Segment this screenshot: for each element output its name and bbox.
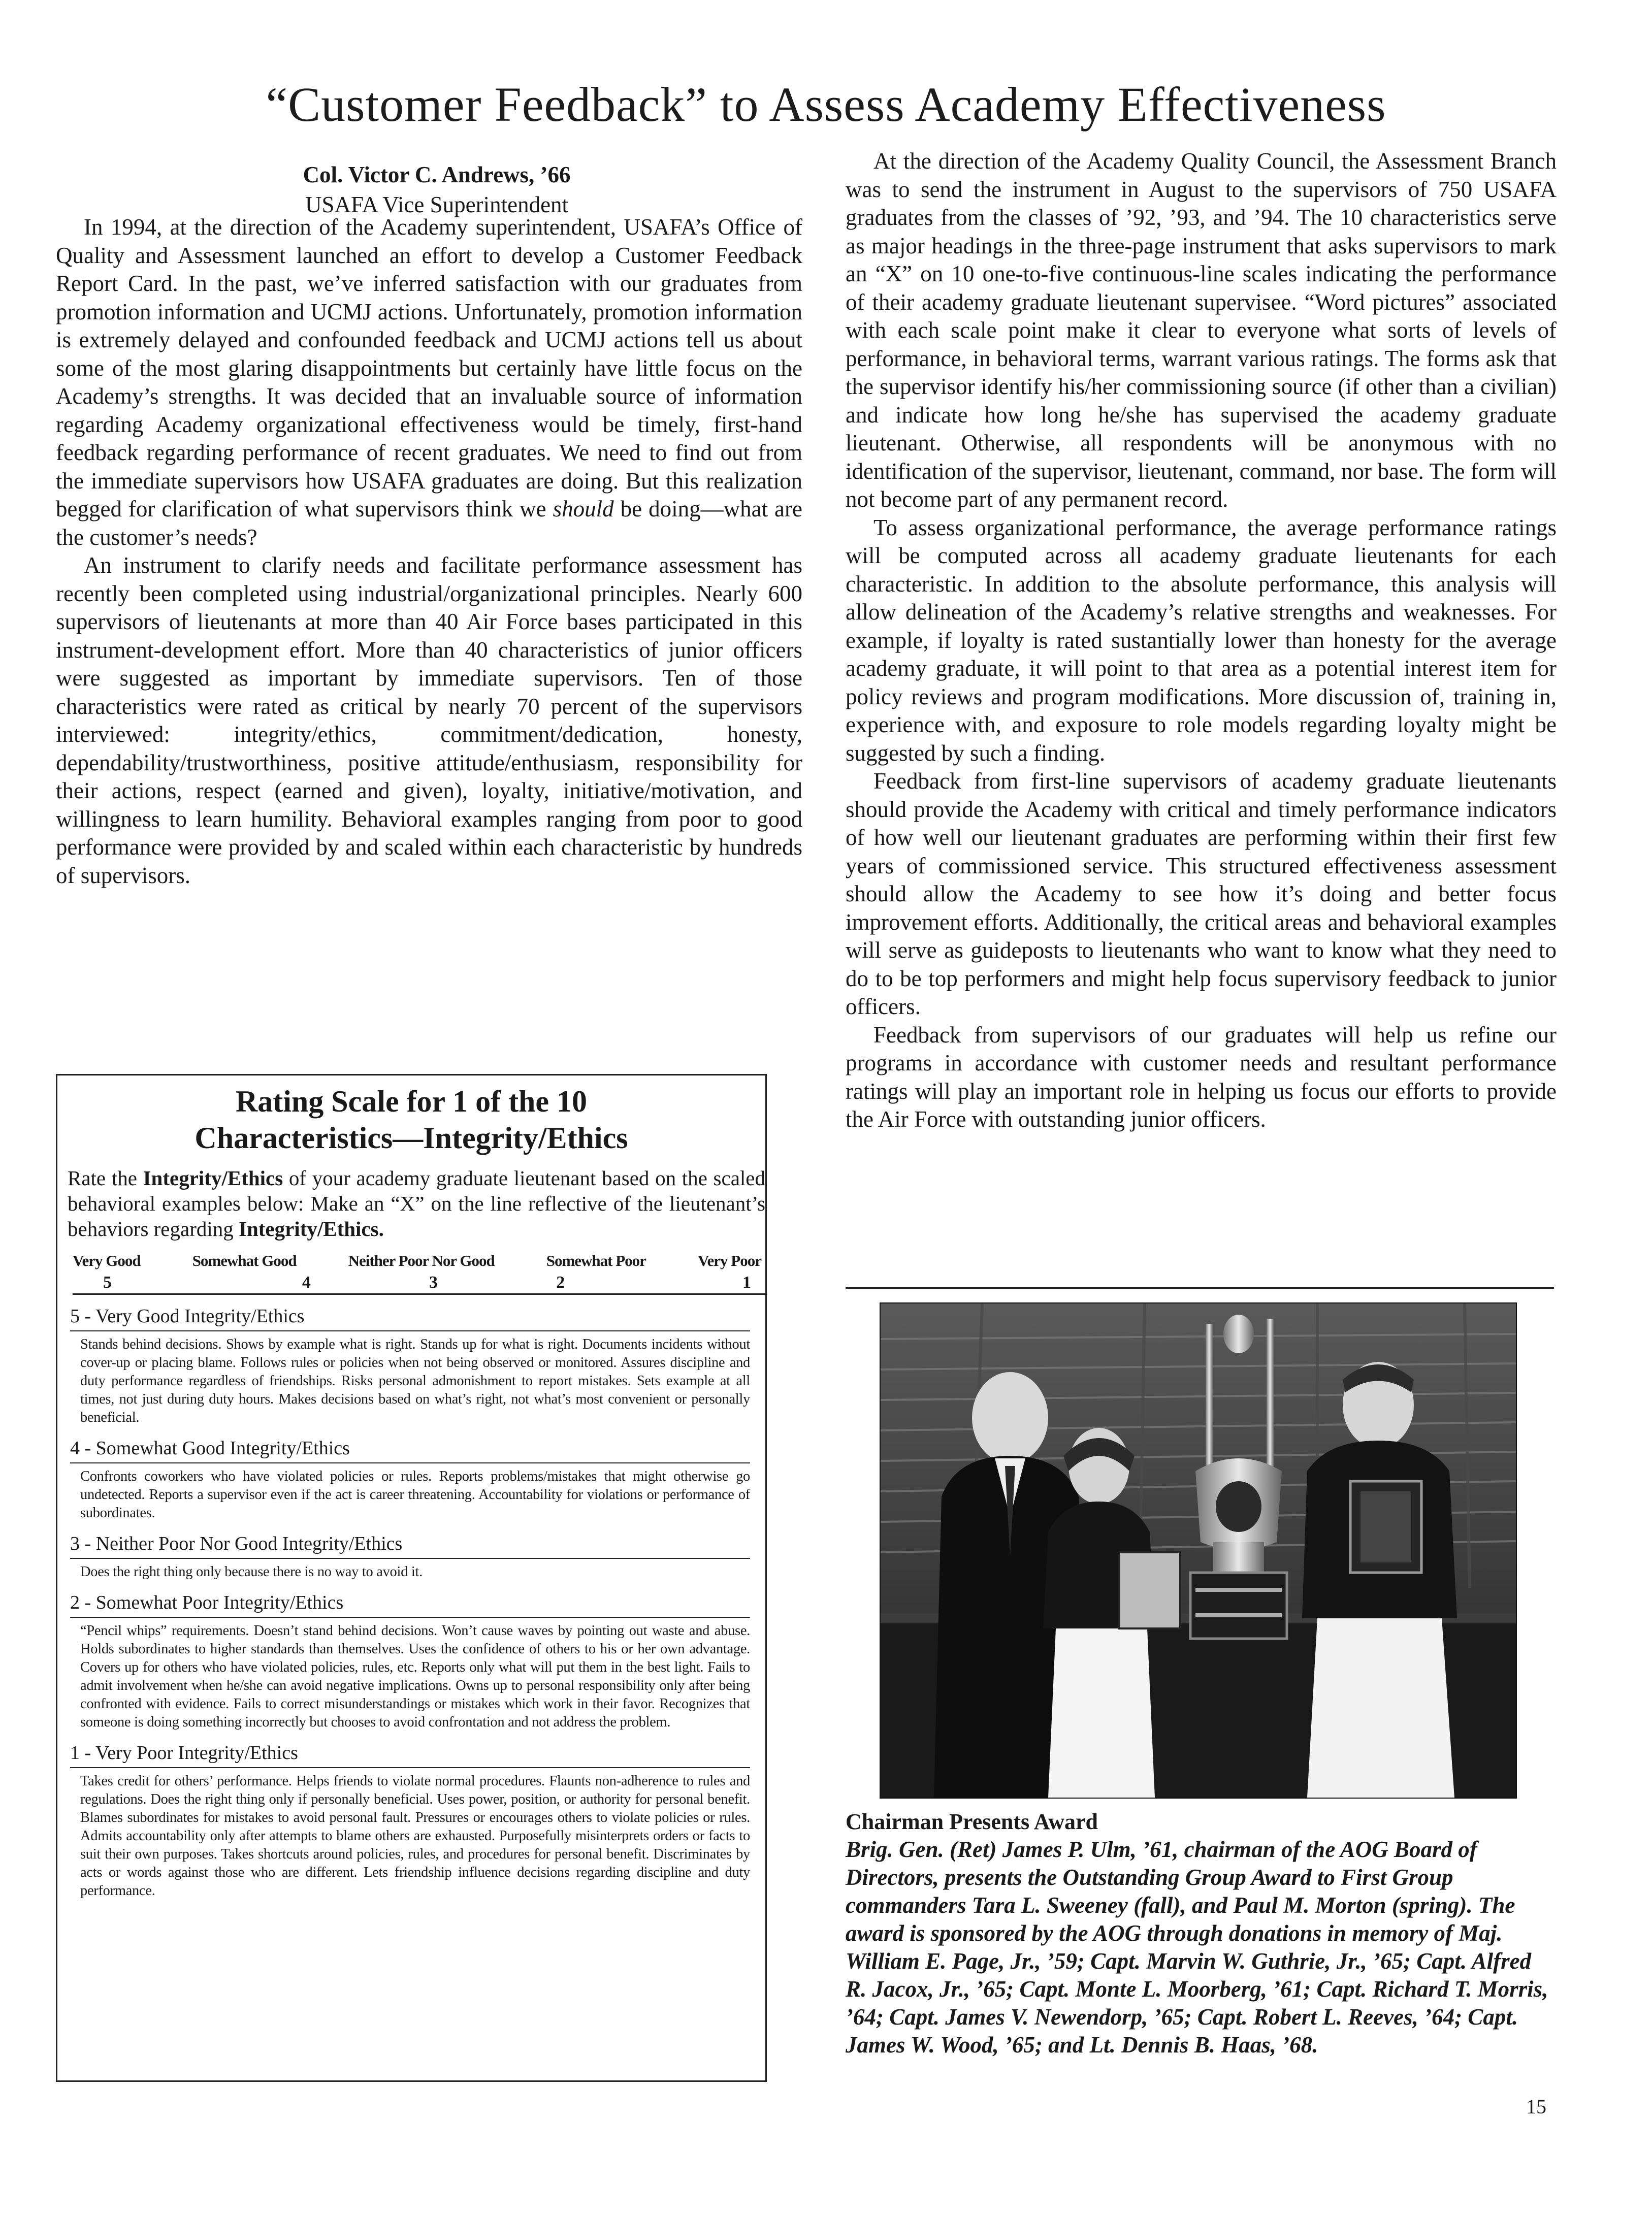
scale-number: 5: [103, 1273, 112, 1292]
scale-number: 3: [429, 1273, 438, 1292]
column-divider-rule: [846, 1287, 1554, 1289]
level-description: Stands behind decisions. Shows by example what is right. Stands up for what is right. Documents incidents without cover-up or placing blame. Follows rules or policies when not being observed or monitored. Assures discipline and duty performance regardless of friendships. Risks personal admonishment to report mistakes. Sets example at all times, not just during duty hours. Makes decisions based on what’s right, not what’s most convenient or personally beneficial.: [80, 1336, 750, 1425]
article-title: “Customer Feedback” to Assess Academy Effectiveness: [266, 77, 1386, 132]
rating-box-title: Rating Scale for 1 of the 10 Characteristics—Integrity/Ethics: [195, 1085, 628, 1155]
photo-caption: [846, 1808, 1554, 2059]
page-number: 15: [1526, 2095, 1546, 2118]
rating-level-5: [70, 1304, 750, 1427]
emphasis: should: [553, 496, 614, 521]
rating-scale-box: [56, 1074, 767, 2082]
level-heading: 4 - Somewhat Good Integrity/Ethics: [70, 1436, 750, 1463]
scale-label: Neither Poor Nor Good: [348, 1252, 495, 1269]
scale-label: Somewhat Poor: [546, 1252, 646, 1269]
right-column: [846, 147, 1557, 1134]
scale-number: 2: [556, 1273, 565, 1292]
body-paragraph: An instrument to clarify needs and facilitate performance assessment has recently been completed using industrial/organizational principles. Nearly 600 supervisors of lieutenants at more than 40 Air Force bases participated in this instrument-development effort. More than 40 characteristics of junior officers were suggested as important by immediate supervisors. Ten of those characteristics were rated as critical by nearly 70 percent of the supervisors interviewed: integrity/ethics, commitment/dedication, honesty, dependability/trustworthiness, positive attitude/enthusiasm, responsibility for their actions, respect (earned and given), loyalty, initiative/motivation, and willingness to learn humility. Behavioral examples ranging from poor to good performance were provided by and scaled within each characteristic by hundreds of supervisors.: [56, 552, 802, 888]
caption-text: Brig. Gen. (Ret) James P. Ulm, ’61, chairman of the AOG Board of Directors, presents the Outstanding Group Award to First Group commanders Tara L. Sweeney (fall), and Paul M. Morton (spring). The award is sponsored by the AOG through donations in memory of Maj. William E. Page, Jr., ’59; Capt. Marvin W. Guthrie, Jr., ’65; Capt. Alfred R. Jacox, Jr., ’65; Capt. Monte L. Moorberg, ’61; Capt. Richard T. Morris, ’64; Capt. James V. Newendorp, ’65; Capt. Robert L. Reeves, ’64; Capt. James W. Wood, ’65; and Lt. Dennis B. Haas, ’68.: [846, 1837, 1548, 2058]
body-paragraph: At the direction of the Academy Quality Council, the Assessment Branch was to send the instrument in August to the supervisors of 750 USAFA graduates from the classes of ’92, ’93, and ’94. The 10 characteristics serve as major headings in the three-page instrument that asks supervisors to mark an “X” on 10 one-to-five continuous-line scales indicating the performance of their academy graduate lieutenant supervisee. “Word pictures” associated with each scale point make it clear to everyone what sorts of levels of performance, in behavioral terms, warrant various ratings. The forms ask that the supervisor identify his/her commissioning source (if other than a civilian) and indicate how long he/she has supervised the academy graduate lieutenant. Otherwise, all respondents will be anonymous with no identification of the supervisor, lieutenant, command, nor base. The form will not become part of any permanent record.: [846, 148, 1557, 512]
author-name: Col. Victor C. Andrews, ’66: [303, 162, 571, 187]
rating-level-4: [70, 1436, 750, 1522]
level-description: Takes credit for others’ performance. Helps friends to violate normal procedures. Flaunts non-adherence to rules and regulations. Does the right thing only if personally beneficial. Uses power, position, or authority for personal benefit. Blames subordinates for mistakes to avoid personal fault. Pressures or encourages others to violate policies or rules. Admits accountability only after attempts to blame others are exhausted. Purposefully misinterprets orders or facts to suit their own purposes. Takes shortcuts around policies, rules, and procedures for personal benefit. Discriminates by acts or words against those who are different. Lets friendship influence decisions regarding discipline and duty performance.: [80, 1773, 750, 1899]
scale-number: 1: [742, 1273, 752, 1292]
scale-line[interactable]: [73, 1273, 765, 1295]
award-photo: [880, 1302, 1517, 1799]
level-heading: 2 - Somewhat Poor Integrity/Ethics: [70, 1590, 750, 1618]
level-heading: 1 - Very Poor Integrity/Ethics: [70, 1741, 750, 1768]
level-heading: 3 - Neither Poor Nor Good Integrity/Ethics: [70, 1531, 750, 1559]
body-paragraph: In 1994, at the direction of the Academy superintendent, USAFA’s Office of Quality and Assessment launched an effort to develop a Customer Feedback Report Card. In the past, we’ve inferred satisfaction with our graduates from promotion information and UCMJ actions. Unfortunately, promotion information is extremely delayed and confounded feedback and UCMJ actions tell us about some of the most glaring disappointments but certainly have little focus on the Academy’s strengths. It was decided that an invaluable source of information regarding Academy organizational effectiveness would be timely, first-hand feedback regarding performance of recent graduates. We need to find out from the immediate supervisors how USAFA graduates are doing. But this realization begged for clarification of what supervisors think we should be doing—what are the customer’s needs?: [56, 214, 802, 550]
caption-title: Chairman Presents Award: [846, 1809, 1098, 1834]
rating-level-3: [70, 1531, 750, 1581]
level-description: Confronts coworkers who have violated policies or rules. Reports problems/mistakes that might otherwise go undetected. Reports a supervisor even if the act is career threatening. Accountability for violations or performance of subordinates.: [80, 1469, 750, 1521]
level-heading: 5 - Very Good Integrity/Ethics: [70, 1304, 750, 1331]
rating-instructions: Rate the Integrity/Ethics of your academy graduate lieutenant based on the scaled behavioral examples below: Make an “X” on the line reflective of the lieutenant’s behaviors regarding Integrity/Ethics.: [68, 1166, 765, 1241]
rating-level-1: [70, 1741, 750, 1900]
byline: [56, 160, 818, 219]
scale-labels: [73, 1252, 765, 1270]
scale-label: Somewhat Good: [192, 1252, 297, 1269]
body-paragraph: To assess organizational performance, the average performance ratings will be computed across all academy graduate lieutenants for each characteristic. In addition to the absolute performance, this analysis will allow delineation of the Academy’s relative strengths and weaknesses. For example, if loyalty is rated sustantially lower than honesty for the average academy graduate, it will point to that area as a potential interest item for policy reviews and program modifications. More discussion of, training in, experience with, and exposure to role models regarding loyalty might be suggested by such a finding.: [846, 514, 1557, 766]
body-paragraph: Feedback from supervisors of our graduates will help us refine our programs in accordance with customer needs and resultant performance ratings will play an important role in helping us focus our efforts to provide the Air Force with outstanding junior officers.: [846, 1022, 1557, 1132]
scale-number: 4: [302, 1273, 311, 1292]
body-paragraph: Feedback from first-line supervisors of academy graduate lieutenants should provide the Academy with critical and timely performance indicators of how well our lieutenant graduates are performing within their first few years of commissioned service. This structured effectiveness assessment should allow the Academy to see how it’s doing and better focus improvement efforts. Additionally, the critical areas and behavioral examples will serve as guideposts to lieutenants who want to know what they need to do to be top performers and might help focus supervisory feedback to junior officers.: [846, 768, 1557, 1019]
level-description: “Pencil whips” requirements. Doesn’t stand behind decisions. Won’t cause waves by pointing out waste and abuse. Holds subordinates to higher standards than themselves. Uses the confidence of others to his or her own advantage. Covers up for others who have violated policies, rules, etc. Reports only what will put them in the best light. Fails to admit involvement when he/she can avoid negative implications. Owns up to personal responsibility only after being confronted with evidence. Fails to correct misunderstandings or mistakes which work in their favor. Recognizes that someone is doing something incorrectly but chooses to avoid confrontation and not address the problem.: [80, 1623, 750, 1730]
scale-label: Very Poor: [697, 1252, 761, 1269]
rating-level-2: [70, 1590, 750, 1732]
scale-label: Very Good: [73, 1252, 141, 1269]
author-role: USAFA Vice Superintendent: [305, 191, 569, 217]
left-column: [56, 213, 802, 890]
level-description: Does the right thing only because there is no way to avoid it.: [80, 1564, 423, 1580]
